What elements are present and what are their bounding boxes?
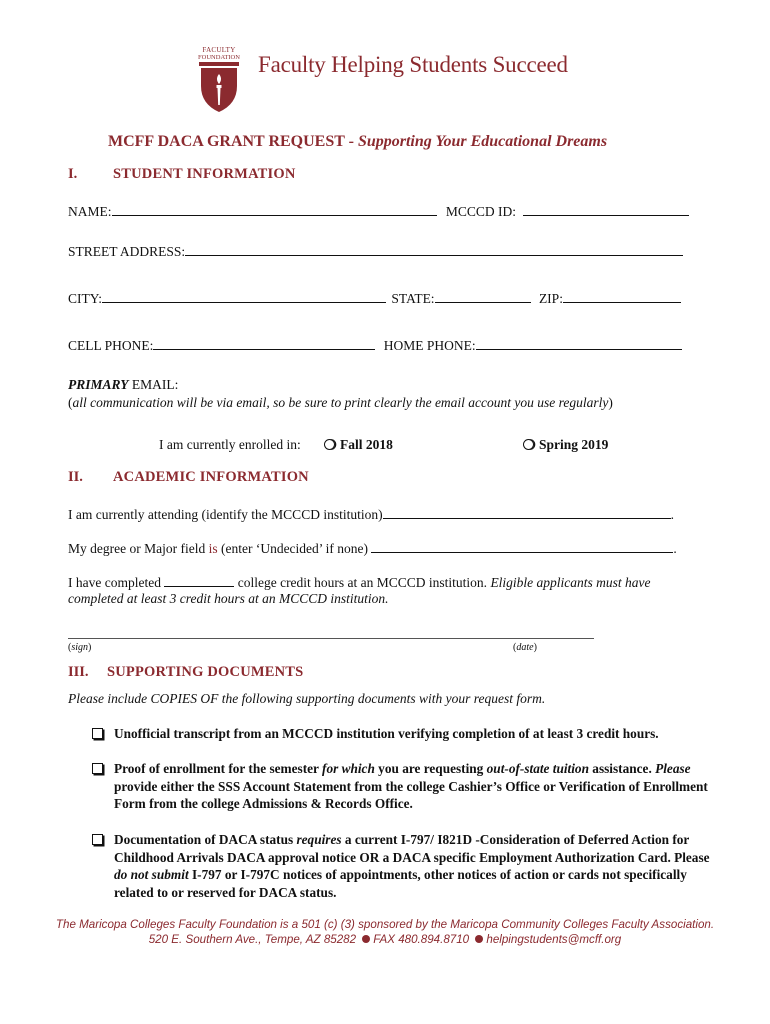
option-fall-label: Fall 2018 <box>340 437 393 452</box>
city-field[interactable] <box>102 289 386 303</box>
tagline: Faculty Helping Students Succeed <box>258 52 568 77</box>
option-fall[interactable] <box>324 437 393 453</box>
item2-text-e: assistance. <box>588 761 652 776</box>
email-label: EMAIL: <box>128 377 179 392</box>
document-item-daca <box>92 831 712 901</box>
mcccd-id-field[interactable] <box>523 202 689 216</box>
footer-email[interactable]: helpingstudents@mcff.org <box>486 933 622 946</box>
state-field[interactable] <box>435 289 531 303</box>
title-main: MCFF DACA GRANT REQUEST - <box>108 133 358 150</box>
street-row <box>68 242 683 260</box>
document-item-enrollment <box>92 760 712 813</box>
item2-text-b: for which <box>322 761 375 776</box>
section2-number: II. <box>68 469 83 485</box>
degree-period: . <box>673 541 677 556</box>
email-note: all communication will be via email, so be sure to print clearly the email account you use regularly <box>72 395 609 410</box>
item3-text-b: requires <box>296 832 342 847</box>
email-note-close: ) <box>608 395 613 410</box>
document-item-text <box>114 760 712 813</box>
attending-row <box>68 505 674 523</box>
name-row <box>68 202 689 220</box>
document-item-transcript <box>92 725 712 743</box>
home-phone-field[interactable] <box>476 336 682 350</box>
footer-fax: FAX 480.894.8710 <box>373 933 470 946</box>
checkbox-icon[interactable] <box>92 728 103 739</box>
enrolled-row <box>159 437 301 453</box>
spring-radio-icon[interactable] <box>523 439 534 450</box>
state-label: STATE: <box>391 291 435 306</box>
section2-title: ACADEMIC INFORMATION <box>113 469 309 485</box>
completed-prefix: I have completed <box>68 575 165 590</box>
street-field[interactable] <box>185 242 683 256</box>
city-label: CITY: <box>68 291 103 306</box>
zip-field[interactable] <box>563 289 681 303</box>
item3-text-a: Documentation of DACA status <box>114 832 297 847</box>
attending-label: I am currently attending (identify the MCCCD institution) <box>68 507 383 522</box>
enrolled-label: I am currently enrolled in: <box>159 437 301 452</box>
bullet-icon <box>362 935 370 943</box>
logo-text-foundation: FOUNDATION <box>198 54 240 61</box>
torch-shield-icon <box>198 62 240 112</box>
checkbox-icon[interactable] <box>92 834 103 845</box>
phone-row <box>68 336 682 354</box>
home-phone-label: HOME PHONE: <box>383 338 476 353</box>
email-note-row <box>68 395 613 411</box>
completed-italic1: Eligible applicants must have <box>490 575 651 590</box>
attending-period: . <box>670 507 674 522</box>
name-field[interactable] <box>112 202 437 216</box>
item3-text-d: do not submit <box>114 867 189 882</box>
foundation-logo <box>198 44 240 110</box>
degree-prefix: My degree or Major field <box>68 541 209 556</box>
section3-number: III. <box>68 664 89 680</box>
footer-contact <box>0 933 770 946</box>
item2-text-a: Proof of enrollment for the semester <box>114 761 323 776</box>
item3-text-e: I-797 or I-797C notices of appointments, other notices of action or cards not specifically related to or reserved for DACA status. <box>114 867 687 900</box>
document-item-text: Unofficial transcript from an MCCCD institution verifying completion of at least 3 credit hours. <box>114 726 659 741</box>
footer-address: 520 E. Southern Ave., Tempe, AZ 85282 <box>148 933 357 946</box>
degree-field[interactable] <box>371 539 673 553</box>
zip-label: ZIP: <box>538 291 563 306</box>
title-subtitle: Supporting Your Educational Dreams <box>357 133 608 150</box>
attending-field[interactable] <box>383 505 671 519</box>
city-row <box>68 289 681 307</box>
degree-is: is <box>208 541 218 556</box>
document-item-text <box>114 831 712 901</box>
item2-text-g: provide either the SSS Account Statement from the college Cashier’s Office or Verification of Enrollment Form from the college Admissions & Records Office. <box>114 778 708 811</box>
completed-row2 <box>68 591 389 607</box>
documents-intro: Please include COPIES OF the following supporting documents with your request form. <box>68 691 546 706</box>
street-label: STREET ADDRESS: <box>68 244 186 259</box>
section1-number: I. <box>68 166 78 182</box>
fall-radio-icon[interactable] <box>324 439 335 450</box>
cell-phone-field[interactable] <box>153 336 375 350</box>
item2-text-f: Please <box>655 761 691 776</box>
email-note-open: ( <box>68 395 73 410</box>
item3-text-c: a current I-797/ I821D -Consideration of Deferred Action for Childhood Arrivals DACA approval notice OR a DACA specific Employment Authorization Card. Please <box>114 832 710 865</box>
option-spring-label: Spring 2019 <box>539 437 609 452</box>
degree-row <box>68 539 677 557</box>
email-label-row <box>68 377 178 393</box>
bullet-icon <box>475 935 483 943</box>
section1-title: STUDENT INFORMATION <box>113 166 296 182</box>
date-caption: (date) <box>513 642 537 653</box>
logo-text-faculty: FACULTY <box>202 46 236 54</box>
checkbox-icon[interactable] <box>92 763 103 774</box>
item2-text-c: you are requesting <box>374 761 487 776</box>
footer-line1: The Maricopa Colleges Faculty Foundation is a 501 (c) (3) sponsored by the Maricopa Community Colleges Faculty Association. <box>55 918 715 931</box>
completed-middle: college credit hours at an MCCCD institution. <box>234 575 491 590</box>
item2-text-d: out-of-state tuition <box>486 761 589 776</box>
completed-italic2: completed at least 3 credit hours at an MCCCD institution. <box>68 591 389 606</box>
sign-caption: (sign) <box>68 642 92 653</box>
page-title <box>108 133 607 151</box>
sign-label: sign <box>71 642 89 653</box>
degree-suffix: (enter ‘Undecided’ if none) <box>217 541 372 556</box>
section3-title: SUPPORTING DOCUMENTS <box>107 664 304 680</box>
date-label: date <box>516 642 534 653</box>
email-primary: PRIMARY <box>68 377 129 392</box>
signature-line[interactable] <box>68 638 594 639</box>
name-label: NAME: <box>68 204 112 219</box>
credit-hours-field[interactable] <box>164 573 234 587</box>
option-spring[interactable] <box>523 437 608 453</box>
mcccd-id-label: MCCCD ID: <box>445 204 517 219</box>
cell-phone-label: CELL PHONE: <box>68 338 154 353</box>
completed-row <box>68 573 651 591</box>
